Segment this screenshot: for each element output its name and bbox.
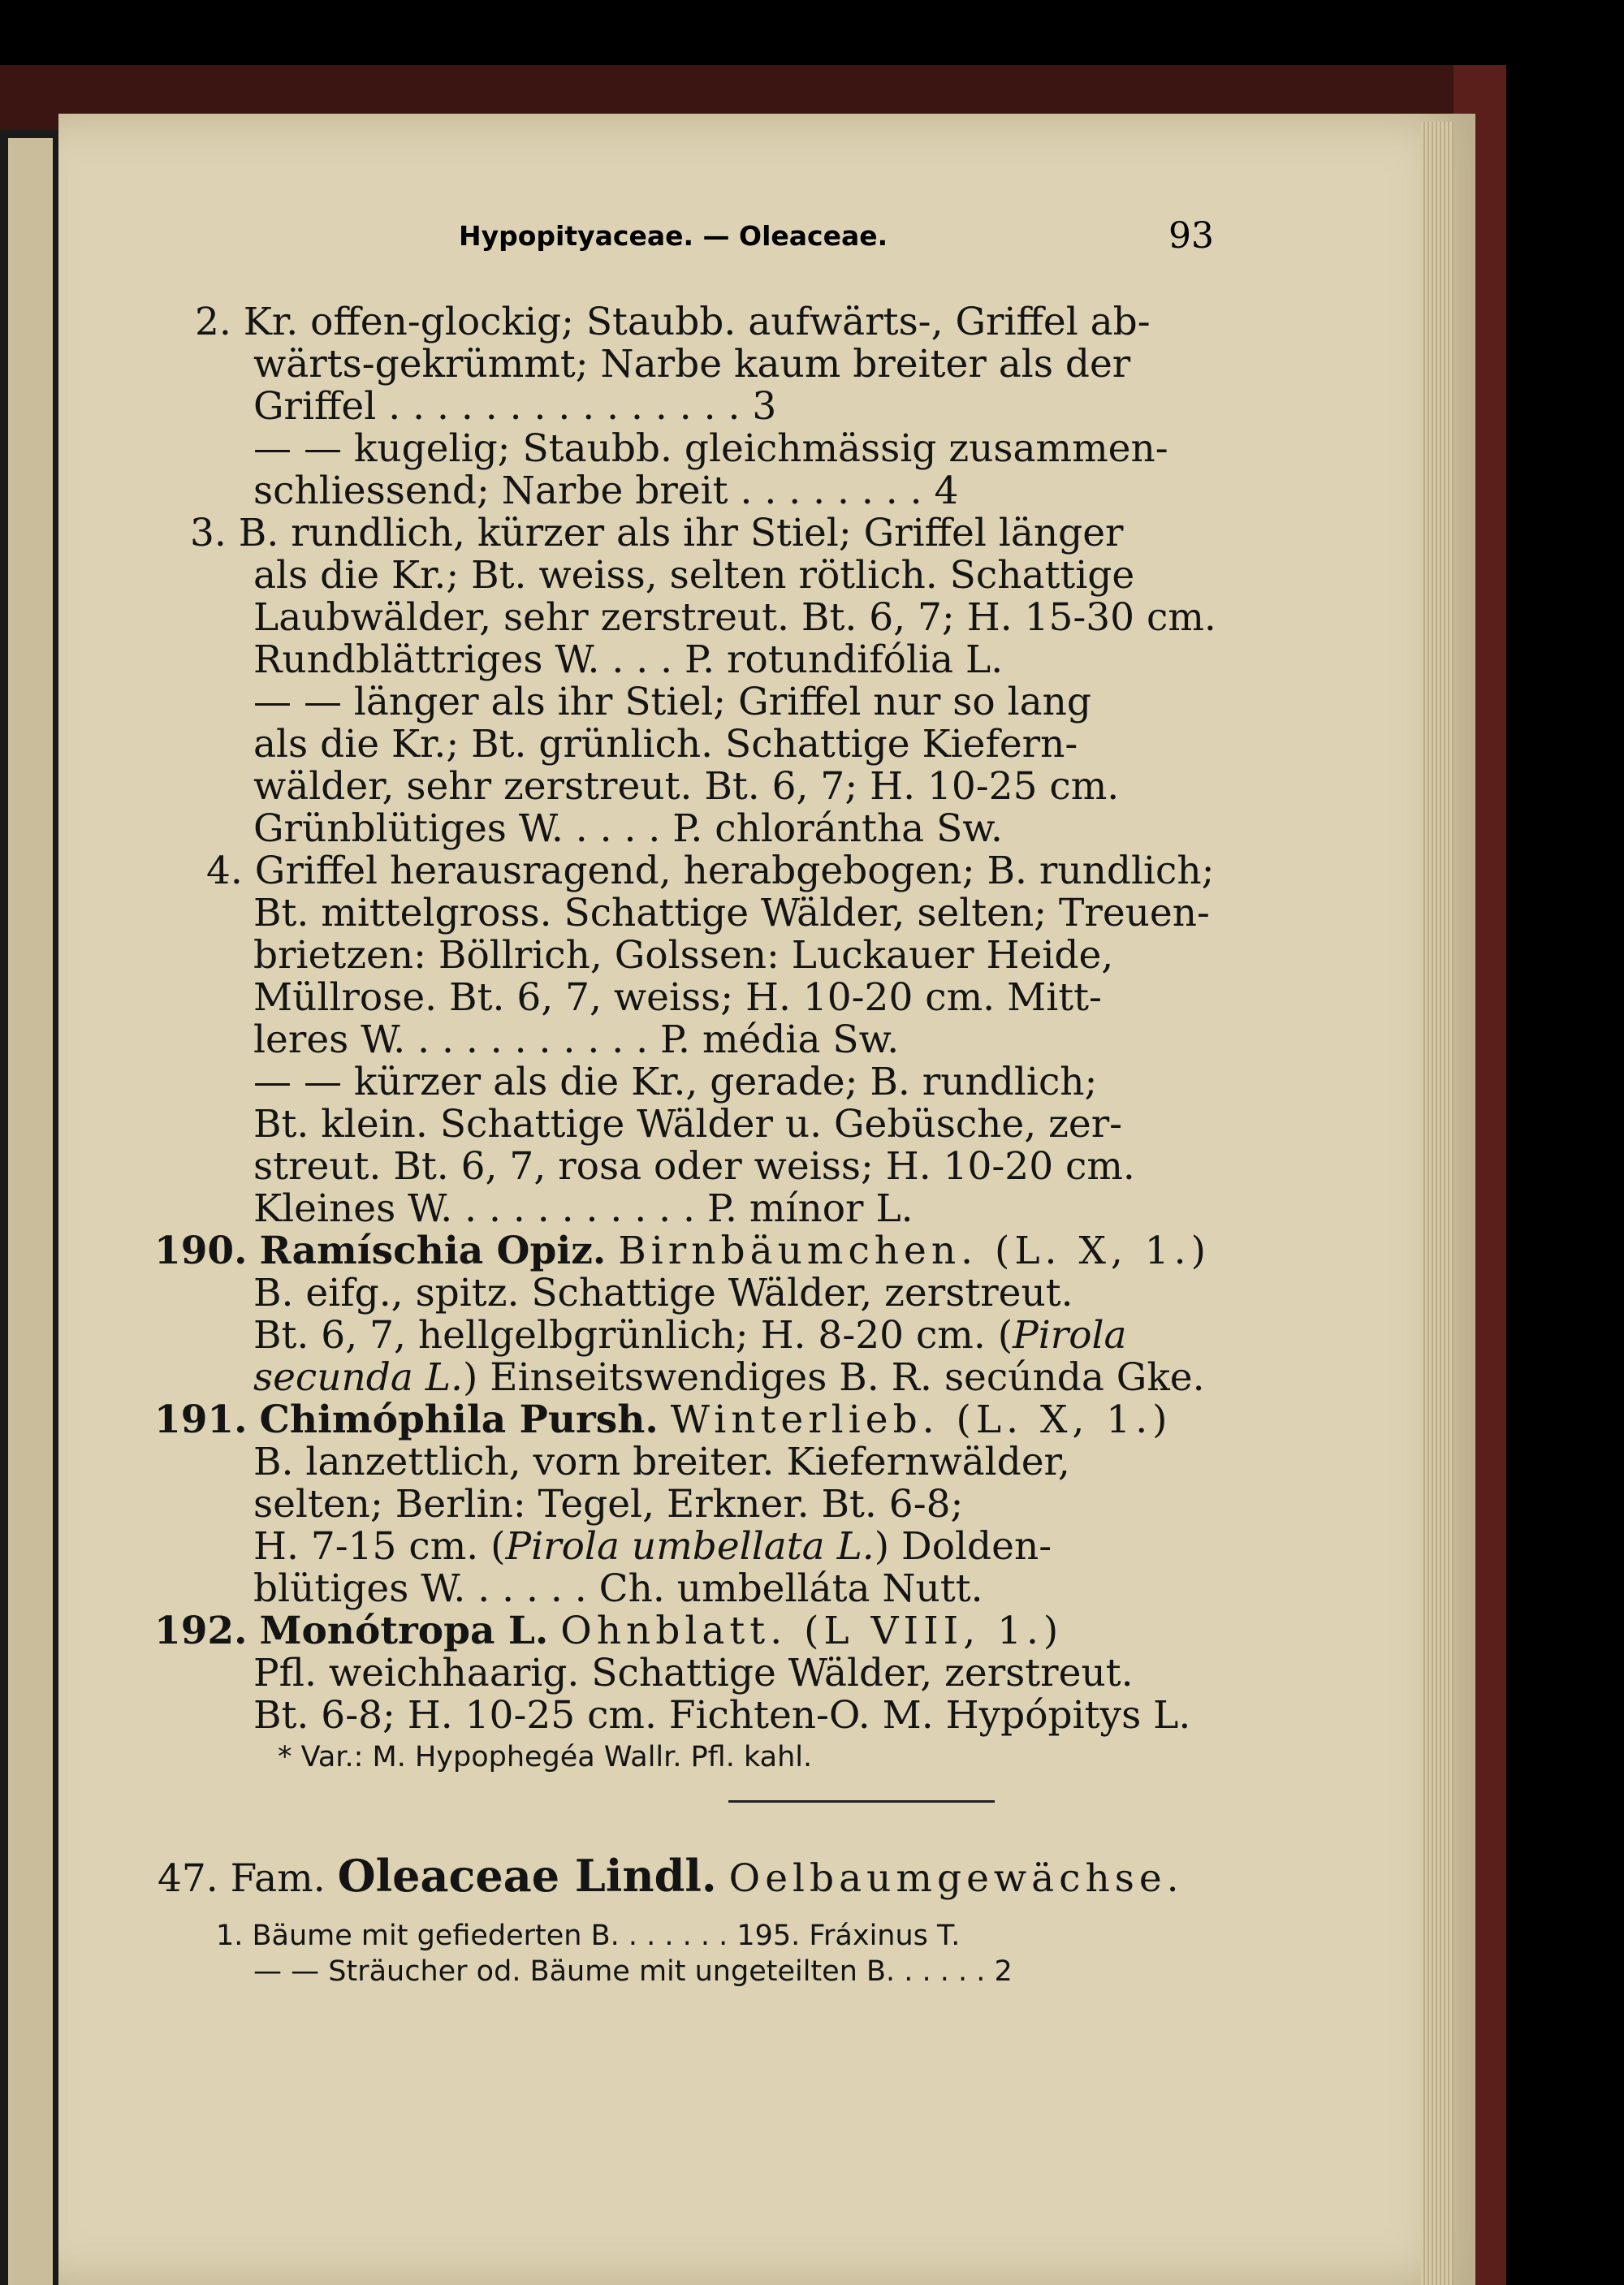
text-line: selten; Berlin: Tegel, Erkner. Bt. 6-8; xyxy=(253,1482,964,1527)
common-name: Winterlieb. (L. X, 1.) xyxy=(670,1397,1173,1442)
common-name: Birnbäumchen. (L. X, 1.) xyxy=(618,1229,1211,1273)
text-segment: ) Dolden- xyxy=(874,1524,1052,1569)
text-line: Müllrose. Bt. 6, 7, weiss; H. 10-20 cm. Mitt- xyxy=(253,975,1102,1020)
text-line: 2. Kr. offen-glockig; Staubb. aufwärts-, Griffel ab- xyxy=(195,300,1151,344)
variety-note: * Var.: M. Hypophegéa Wallr. Pfl. kahl. xyxy=(278,1741,813,1773)
entry-number: 191. xyxy=(154,1397,248,1442)
entry-number: 192. xyxy=(154,1609,248,1653)
left-page-sliver xyxy=(8,138,53,2285)
italic-segment: secunda L. xyxy=(253,1355,463,1400)
text-line: Bt. mittelgross. Schattige Wälder, selten; Treuen- xyxy=(253,891,1210,935)
text-line: leres W. . . . . . . . . . . P. média Sw. xyxy=(253,1017,900,1062)
text-line: Griffel . . . . . . . . . . . . . . . 3 xyxy=(253,384,777,429)
text-line: als die Kr.; Bt. grünlich. Schattige Kiefern- xyxy=(253,722,1078,767)
text-line: streut. Bt. 6, 7, rosa oder weiss; H. 10-20 cm. xyxy=(253,1144,1135,1189)
text-line xyxy=(253,1355,1205,1400)
genus-entry-192 xyxy=(154,1609,1064,1653)
text-line xyxy=(253,1524,1052,1569)
text-line: Rundblättriges W. . . . P. rotundifólia L. xyxy=(253,637,1004,682)
text-line: wälder, sehr zerstreut. Bt. 6, 7; H. 10-25 cm. xyxy=(253,764,1120,809)
family-number: 47. Fam. xyxy=(158,1856,326,1901)
text-line xyxy=(253,1313,1127,1358)
text-line: Bt. 6-8; H. 10-25 cm. Fichten-O. M. Hypópitys L. xyxy=(253,1693,1191,1738)
text-line: Kleines W. . . . . . . . . . . P. mínor L. xyxy=(253,1186,914,1231)
text-line: brietzen: Böllrich, Golssen: Luckauer Heide, xyxy=(253,933,1114,978)
common-name: Ohnblatt. (L VIII, 1.) xyxy=(560,1609,1064,1653)
text-line: B. eifg., spitz. Schattige Wälder, zerstreut. xyxy=(253,1271,1073,1315)
text-line: als die Kr.; Bt. weiss, selten rötlich. Schattige xyxy=(253,553,1135,598)
text-segment: Bt. 6, 7, hellgelbgrünlich; H. 8-20 cm. ( xyxy=(253,1313,1013,1358)
family-name: Oleaceae Lindl. xyxy=(337,1850,717,1902)
entry-number: 190. xyxy=(154,1229,248,1273)
text-line: B. lanzettlich, vorn breiter. Kiefernwälder, xyxy=(253,1440,1070,1484)
text-line: 4. Griffel herausragend, herabgebogen; B. rundlich; xyxy=(206,849,1215,893)
section-divider xyxy=(728,1800,995,1803)
text-line: — — kürzer als die Kr., gerade; B. rundlich; xyxy=(253,1060,1098,1104)
text-line: Grünblütiges W. . . . . P. chlorántha Sw. xyxy=(253,806,1003,851)
text-line: Pfl. weichhaarig. Schattige Wälder, zerstreut. xyxy=(253,1651,1134,1695)
page-number: 93 xyxy=(1168,215,1214,257)
text-line: schliessend; Narbe breit . . . . . . . . 4 xyxy=(253,469,959,513)
key-line: 1. Bäume mit gefiederten B. . . . . . . 195. Fráxinus T. xyxy=(216,1920,961,1952)
text-line: Bt. klein. Schattige Wälder u. Gebüsche, zer- xyxy=(253,1102,1123,1147)
family-heading xyxy=(158,1850,1184,1902)
family-common-name: Oelbaumgewächse. xyxy=(728,1856,1184,1901)
text-segment: ) Einseitswendiges B. R. secúnda Gke. xyxy=(463,1355,1205,1400)
genus-name: Chimóphila Pursh. xyxy=(259,1397,659,1442)
text-line: wärts-gekrümmt; Narbe kaum breiter als der xyxy=(253,342,1131,387)
text-line: Laubwälder, sehr zerstreut. Bt. 6, 7; H. 15-30 cm. xyxy=(253,595,1216,640)
genus-entry-190 xyxy=(154,1229,1211,1273)
page-stack-edge xyxy=(1421,122,1453,2285)
italic-segment: Pirola xyxy=(1013,1313,1127,1358)
text-line: — — länger als ihr Stiel; Griffel nur so lang xyxy=(253,680,1092,724)
genus-entry-191 xyxy=(154,1397,1173,1442)
key-line: — — Sträucher od. Bäume mit ungeteilten B. . . . . . 2 xyxy=(253,1955,1013,1988)
text-line: — — kugelig; Staubb. gleichmässig zusammen- xyxy=(253,426,1168,471)
genus-name: Monótropa L. xyxy=(259,1609,549,1653)
genus-name: Ramíschia Opiz. xyxy=(259,1229,607,1273)
text-segment: H. 7-15 cm. ( xyxy=(253,1524,506,1569)
italic-segment: Pirola umbellata L. xyxy=(505,1524,875,1569)
header-title: Hypopityaceae. — Oleaceae. xyxy=(459,220,888,252)
text-line: 3. B. rundlich, kürzer als ihr Stiel; Griffel länger xyxy=(190,511,1124,555)
text-line: blütiges W. . . . . . Ch. umbelláta Nutt. xyxy=(253,1566,983,1611)
running-header xyxy=(304,215,1214,264)
